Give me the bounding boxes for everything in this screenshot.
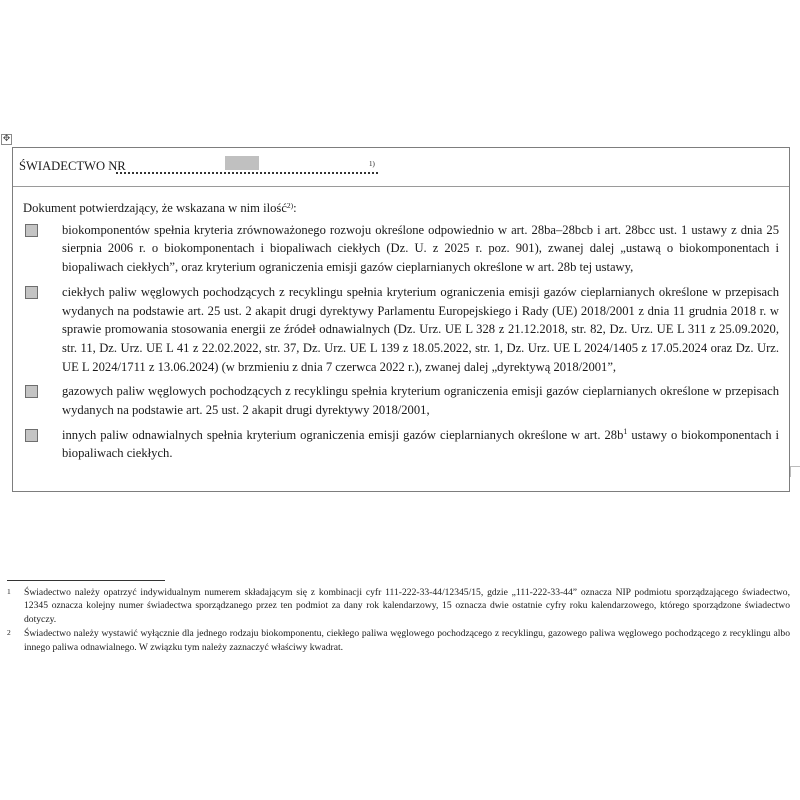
footnote-text: Świadectwo należy opatrzyć indywidualnym numerem składającym się z kombinacji cyfr 111-222-33-44/12345/15, gdzie „111-222-33-44” oznacza NIP podmiotu sporządzającego świadectwo, 12345 oznacza kolejny numer świadectwa sporządzanego przez ten podmiot za dany rok kalendarzowy, 15 oznacza dwie ostatnie cyfry roku kalendarzowego, którego sporządzone świadectwo dotyczy. (24, 587, 790, 625)
table-end-marker (790, 466, 800, 477)
checkbox-gaseous-carbon-fuels[interactable] (25, 385, 38, 398)
certificate-title-label: ŚWIADECTWO NR (19, 159, 126, 173)
superscript: 1 (623, 426, 628, 436)
certificate-number-field[interactable] (225, 156, 259, 170)
footnote-ref-1: 1) (369, 160, 375, 168)
checkbox-biocomponents[interactable] (25, 224, 38, 237)
option-gaseous-carbon-fuels (23, 382, 779, 419)
footnote-number: 2 (7, 628, 11, 638)
checkbox-liquid-carbon-fuels[interactable] (25, 286, 38, 299)
intro-text: Dokument potwierdzający, że wskazana w nim ilość (23, 201, 287, 215)
checkbox-other-renewable-fuels[interactable] (25, 429, 38, 442)
certificate-body (13, 187, 789, 491)
option-text: ciekłych paliw węglowych pochodzących z recyklingu spełnia kryterium ograniczenia emisji gazów cieplarnianych określone w przepisach wydanych na podstawie art. 25 ust. 2 akapit drugi dyrektywy Parlamentu Europejskiego i Rady (UE) 2018/2001 z dnia 11 grudnia 2018 r. w sprawie promowania stosowania energii ze źródeł odnawialnych (Dz. Urz. UE L 328 z 21.12.2018, str. 82, Dz. Urz. UE L 311 z 25.09.2020, str. 11, Dz. Urz. UE L 41 z 22.02.2022, str. 37, Dz. Urz. UE L 139 z 18.05.2022, str. 1, Dz. Urz. UE L 2024/1405 z 17.05.2024 oraz Dz. Urz. UE L 2024/1711 z 13.06.2024) (w brzmieniu z dnia 7 czerwca 2022 r.), zwanej dalej „dyrektywą 2018/2001”, (62, 284, 779, 374)
footnote-number: 1 (7, 587, 11, 596)
option-text-part: ustawy o biokomponentach i biopaliwach ciekłych. (62, 427, 779, 461)
certificate-table (12, 147, 790, 492)
option-biocomponents (23, 221, 779, 277)
footnote-text: Świadectwo należy wystawić wyłącznie dla jednego rodzaju biokomponentu, ciekłego paliwa węglowego pochodzącego z recyklingu, gazowego paliwa węglowego pochodzącego z recyklingu albo innego paliwa odnawialnego. W związku tym należy zaznaczyć właściwy kwadrat. (24, 628, 790, 653)
footnote-ref-2: 2) (286, 201, 294, 210)
certificate-number-row (13, 148, 789, 187)
option-text-part: innych paliw odnawialnych spełnia kryterium ograniczenia emisji gazów cieplarnianych określone w art. 28b (62, 427, 624, 442)
table-move-handle-icon[interactable]: ✥ (2, 134, 11, 144)
option-other-renewable-fuels (23, 426, 779, 463)
option-text: gazowych paliw węglowych pochodzących z recyklingu spełnia kryterium ograniczenia emisji gazów cieplarnianych określone w przepisach wydanych na podstawie art. 25 ust. 2 akapit drugi dyrektywy 2018/2001, (62, 384, 779, 418)
footnote-separator (7, 580, 165, 581)
option-text (62, 426, 779, 463)
footnote-2 (7, 627, 790, 654)
intro-suffix: : (293, 201, 297, 215)
certificate-number-dotted-line (116, 172, 378, 174)
footnote-1 (7, 586, 790, 626)
option-liquid-carbon-fuels (23, 283, 779, 377)
footnotes (7, 586, 790, 655)
option-text: biokomponentów spełnia kryteria zrównoważonego rozwoju określone odpowiednio w art. 28ba–28bcb i art. 28bcc ust. 1 ustawy z dnia 25 sierpnia 2006 r. o biokomponentach i biopaliwach ciekłych (Dz. U. z 2025 r. poz. 901), zwanej dalej „ustawą o biokomponentach i biopaliwach ciekłych”, oraz kryterium ograniczenia emisji gazów cieplarnianych określone w art. 28b tej ustawy, (62, 222, 779, 275)
intro-paragraph (23, 199, 779, 218)
